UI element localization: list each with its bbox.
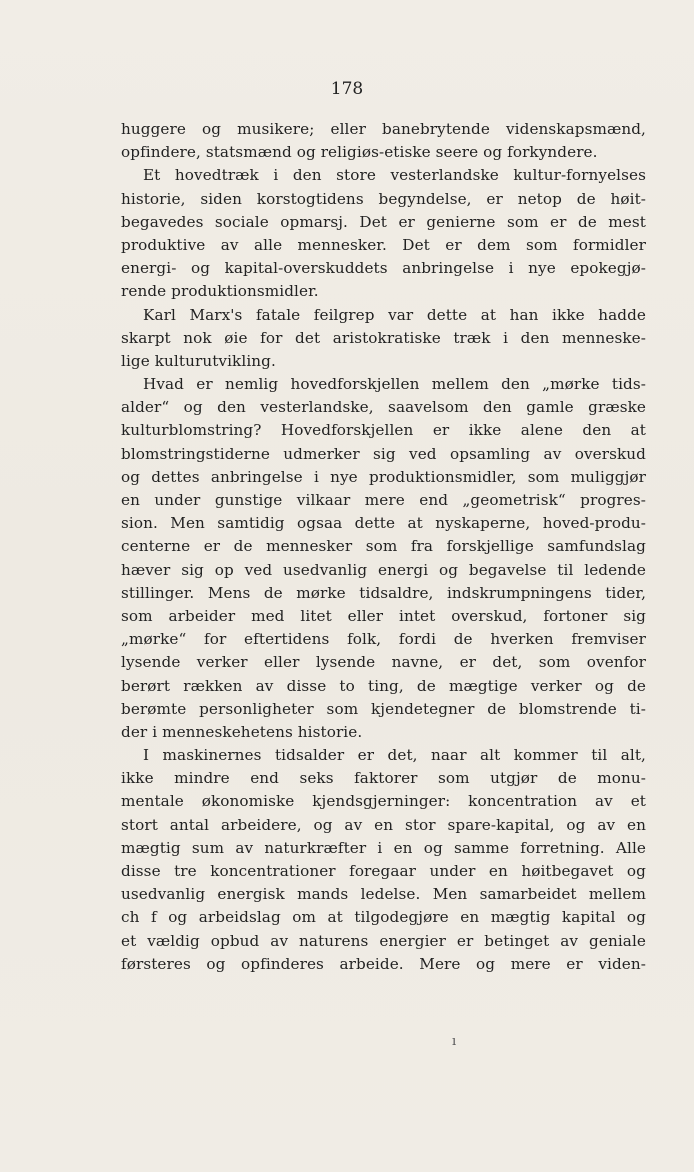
text-line: stillinger. Mens de mørke tidsaldre, indskrumpningens tider, xyxy=(121,583,646,602)
text-line: ikke mindre end seks faktorer som utgjør de monu- xyxy=(121,769,646,788)
text-line: mentale økonomiske kjendsgjerninger: koncentration av et xyxy=(121,792,646,811)
text-line: disse tre koncentrationer foregaar under en høitbegavet og xyxy=(121,862,646,880)
text-line: mægtig sum av naturkræfter i en og samme forretning. Alle xyxy=(121,838,646,857)
text-line: historie, siden korstogtidens begyndelse, er netop de høit- xyxy=(121,189,646,208)
text-line: der i menneskehetens historie. xyxy=(121,722,363,741)
text-line: usedvanlig energisk mands ledelse. Men samarbeidet mellem xyxy=(121,885,646,904)
text-line: og dettes anbringelse i nye produktionsmidler, som muliggjør xyxy=(121,467,646,486)
text-line: berømte personligheter som kjendetegner de blomstrende ti- xyxy=(121,699,646,718)
text-line: sion. Men samtidig ogsaa dette at nyskaperne, hoved-produ- xyxy=(121,514,646,533)
text-line: Et hovedtræk i den store vesterlandske kultur-fornyelses xyxy=(143,166,646,185)
text-line: berørt rækken av disse to ting, de mægtige verker og de xyxy=(121,676,646,695)
text-line: lige kulturutvikling. xyxy=(121,351,276,370)
text-line: centerne er de mennesker som fra forskjellige samfundslag xyxy=(121,537,646,556)
text-line: skarpt nok øie for det aristokratiske træk i den menneske- xyxy=(121,328,646,347)
text-line: som arbeider med litet eller intet overskud, fortoner sig xyxy=(121,606,646,625)
text-line: lysende verker eller lysende navne, er det, som ovenfor xyxy=(121,653,646,672)
text-line: kulturblomstring? Hovedforskjellen er ikke alene den at xyxy=(121,421,646,440)
text-line: opfindere, statsmænd og religiøs-etiske seere og forkyndere. xyxy=(121,143,598,162)
text-line: produktive av alle mennesker. Det er dem som formidler xyxy=(121,235,646,254)
text-line: „mørke“ for eftertidens folk, fordi de hverken fremviser xyxy=(121,630,646,649)
text-line: et vældig opbud av naturens energier er betinget av geniale xyxy=(121,931,646,950)
text-line: førsteres og opfinderes arbeide. Mere og mere er viden- xyxy=(121,954,646,973)
text-line: rende produktionsmidler. xyxy=(121,282,319,301)
text-line: blomstringstiderne udmerker sig ved opsamling av overskud xyxy=(121,444,646,463)
text-line: I maskinernes tidsalder er det, naar alt kommer til alt, xyxy=(143,746,646,765)
text-line: huggere og musikere; eller banebrytende videnskapsmænd, xyxy=(121,120,646,138)
text-line: Hvad er nemlig hovedforskjellen mellem den „mørke tids- xyxy=(143,375,646,394)
text-line: begavedes sociale opmarsj. Det er genierne som er de mest xyxy=(121,212,646,231)
text-line: alder“ og den vesterlandske, saavelsom den gamle græske xyxy=(121,398,646,417)
text-line: ch f og arbeidslag om at tilgodegjøre en mægtig kapital og xyxy=(121,908,646,927)
body-text xyxy=(121,118,646,976)
bottom-mark: ı xyxy=(452,1034,457,1049)
text-line: hæver sig op ved usedvanlig energi og begavelse til ledende xyxy=(121,560,646,579)
text-line: Karl Marx's fatale feilgrep var dette at han ikke hadde xyxy=(143,305,646,324)
text-line: stort antal arbeidere, og av en stor spare-kapital, og av en xyxy=(121,815,646,834)
text-line: en under gunstige vilkaar mere end „geometrisk“ progres- xyxy=(121,491,646,509)
page-number: 178 xyxy=(330,79,364,99)
text-line: energi- og kapital-overskuddets anbringelse i nye epokegjø- xyxy=(121,259,646,278)
